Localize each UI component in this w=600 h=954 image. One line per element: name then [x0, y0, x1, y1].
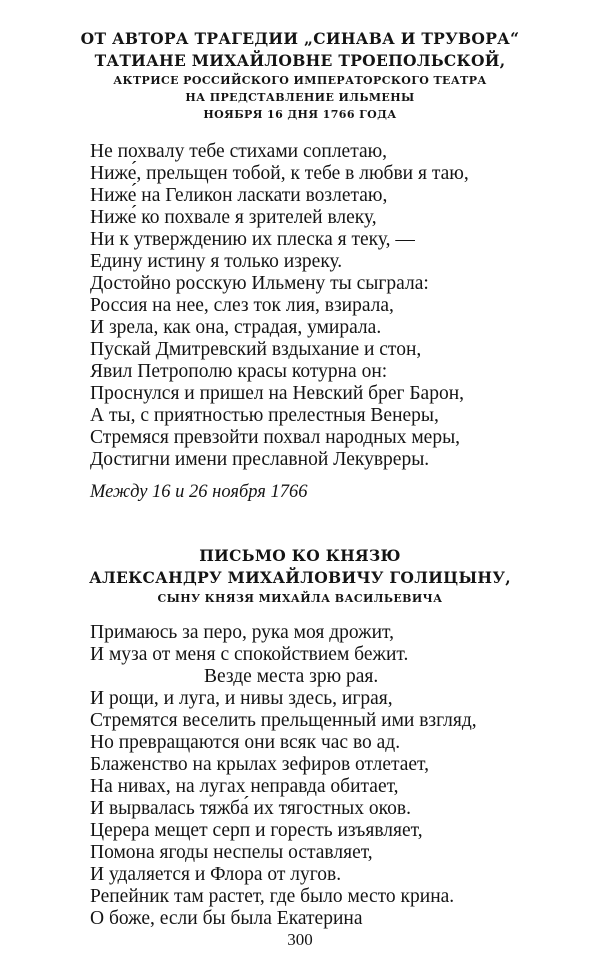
poem2-line: Помона ягоды неспелы оставляет, — [90, 842, 373, 863]
poem2-title-line-2: АЛЕКСАНДРУ МИХАЙЛОВИЧУ ГОЛИЦЫНУ, — [89, 568, 511, 587]
poem2-line: Репейник там растет, где было место крина. — [90, 886, 455, 907]
poem2-line: О боже, если бы была Екатерина — [90, 908, 363, 929]
poem1-subtitle-line-2: НА ПРЕДСТАВЛЕНИЕ ИЛЬМЕНЫ — [185, 91, 415, 104]
poem1-line: Явил Петрополю красы котурна он: — [90, 361, 388, 382]
poem1-title-line-1: ОТ АВТОРА ТРАГЕДИИ „СИНАВА И ТРУВОРА“ — [80, 29, 520, 48]
poem2-line: Блаженство на крылах зефиров отлетает, — [90, 754, 429, 775]
poem2-line: Примаюсь за перо, рука моя дрожит, — [90, 622, 394, 643]
poem2-line: И удаляется и Флора от лугов. — [90, 864, 342, 885]
poem1-line: Пускай Дмитревский вздыхание и стон, — [90, 339, 422, 360]
poem1-line: Едину истину я только изреку. — [90, 251, 343, 272]
poem1-line: Не похвалу тебе стихами соплетаю, — [90, 141, 388, 162]
poem2-line: Но превращаются они всяк час во ад. — [90, 732, 401, 753]
poem1-line: Россия на нее, слез ток лия, взирала, — [90, 295, 394, 316]
poem2-line: И муза от меня с спокойствием бежит. — [90, 644, 409, 665]
poem2-line: И вырвалась тяжба́ их тягостных оков. — [90, 798, 411, 819]
poem1-line: Ниже́ на Геликон ласкати возлетаю, — [90, 185, 388, 206]
poem1-line: Проснулся и пришел на Невский брег Барон, — [90, 383, 465, 404]
poem2-line: Везде места зрю рая. — [204, 666, 379, 687]
poem2-line: И рощи, и луга, и нивы здесь, играя, — [90, 688, 393, 709]
poem1-subtitle-line-3: НОЯБРЯ 16 ДНЯ 1766 ГОДА — [203, 108, 397, 121]
poem1-line: Стремяся превзойти похвал народных меры, — [90, 427, 461, 448]
poem1-date: Между 16 и 26 ноября 1766 — [90, 482, 308, 502]
poem2-line: На нивах, на лугах неправда обитает, — [90, 776, 399, 797]
poem1-line: Ни к утверждению их плеска я теку, — — [90, 229, 415, 250]
poem2-line: Церера мещет серп и горесть изъявляет, — [90, 820, 423, 841]
poem1-line: Ниже́ ко похвале я зрителей влеку, — [90, 207, 377, 228]
poem1-title-line-2: ТАТИАНЕ МИХАЙЛОВНЕ ТРОЕПОЛЬСКОЙ, — [94, 51, 506, 70]
poem2-subtitle-line-1: СЫНУ КНЯЗЯ МИХАЙЛА ВАСИЛЬЕВИЧА — [157, 592, 443, 605]
poem1-line: И зрела, как она, страдая, умирала. — [90, 317, 382, 338]
poem2-title-line-1: ПИСЬМО КО КНЯЗЮ — [199, 546, 401, 565]
poem2-line: Стремятся веселить прельщенный ими взгляд, — [90, 710, 477, 731]
poem1-subtitle-line-1: АКТРИСЕ РОССИЙСКОГО ИМПЕРАТОРСКОГО ТЕАТРА — [113, 74, 487, 87]
poem1-line: Ниже́, прельщен тобой, к тебе в любви я таю, — [90, 163, 469, 184]
poem1-line: Достигни имени преславной Лекувреры. — [90, 449, 430, 470]
poem1-line: Достойно росскую Ильмену ты сыграла: — [90, 273, 429, 294]
poem1-line: А ты, с приятностью прелестныя Венеры, — [90, 405, 439, 426]
page-number: 300 — [287, 930, 313, 949]
